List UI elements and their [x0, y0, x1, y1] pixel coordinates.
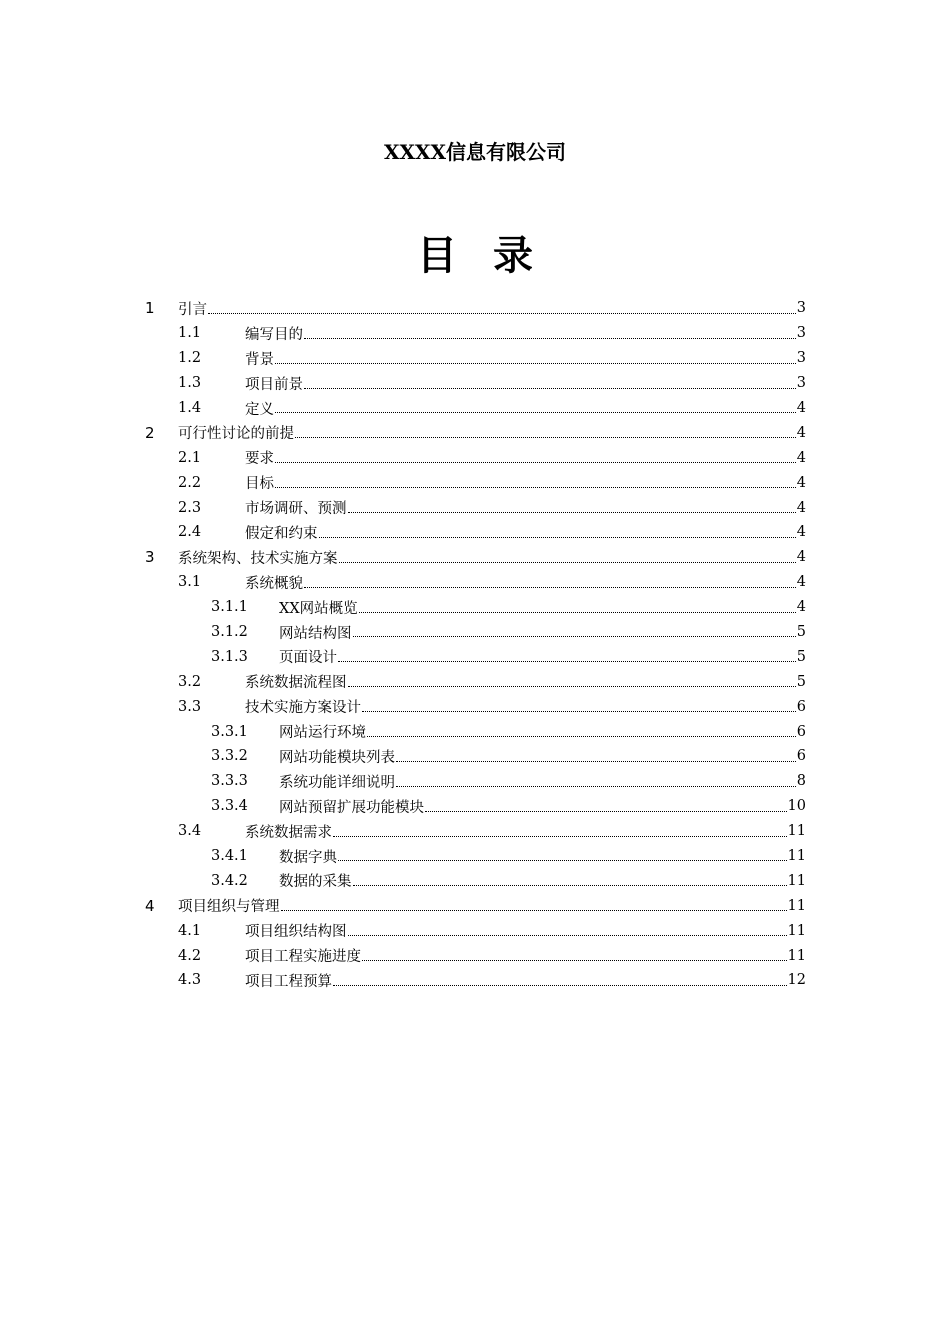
- dot-leader: [353, 884, 787, 886]
- toc-entry-page: 11: [787, 848, 806, 865]
- toc-entry-number: 4: [145, 896, 155, 915]
- toc-entry-title: 网站预留扩展功能模块: [279, 799, 424, 816]
- toc-entry[interactable]: [145, 296, 806, 321]
- toc-entry[interactable]: [145, 620, 806, 645]
- toc-entry[interactable]: [145, 918, 806, 943]
- toc-entry[interactable]: [145, 570, 806, 595]
- toc-entry[interactable]: [145, 470, 806, 495]
- toc-entry-number: 3.3: [178, 698, 202, 715]
- toc-entry-page: 4: [796, 474, 806, 491]
- toc-entry[interactable]: [145, 893, 806, 918]
- toc-entry-title: 要求: [245, 451, 274, 468]
- toc-entry[interactable]: [145, 819, 806, 844]
- dot-leader: [362, 710, 796, 712]
- dot-leader: [304, 337, 796, 339]
- dot-leader: [348, 511, 796, 513]
- toc-entry[interactable]: [145, 769, 806, 794]
- toc-entry[interactable]: [145, 545, 806, 570]
- toc-entry[interactable]: [145, 868, 806, 893]
- toc-title: 目录: [417, 233, 569, 279]
- toc-entry-page: 3: [796, 300, 806, 317]
- dot-leader: [281, 909, 787, 911]
- toc-entry-title: 页面设计: [279, 650, 337, 667]
- toc-entry-title: 网站结构图: [279, 625, 352, 642]
- toc-entry-number: 3.4.2: [211, 872, 248, 889]
- toc-entry-number: 2: [145, 423, 155, 442]
- toc-entry-page: 10: [787, 798, 806, 815]
- toc-entry-number: 2.1: [178, 449, 202, 466]
- toc-entry[interactable]: [145, 794, 806, 819]
- toc-entry[interactable]: [145, 396, 806, 421]
- toc-entry-number: 2.2: [178, 474, 202, 491]
- toc-entry-title: 假定和约束: [245, 525, 318, 542]
- toc-entry-title: 项目工程实施进度: [245, 949, 361, 966]
- toc-entry-title: 编写目的: [245, 326, 303, 343]
- toc-entry-number: 3: [145, 548, 155, 567]
- toc-entry-title: 系统概貌: [245, 575, 303, 592]
- toc-entry-number: 1.2: [178, 350, 202, 367]
- toc-entry-page: 6: [796, 723, 806, 740]
- dot-leader: [338, 859, 787, 861]
- toc-entry-number: 3.1.2: [211, 624, 248, 641]
- toc-entry-title: 引言: [178, 301, 207, 318]
- toc-entry[interactable]: [145, 321, 806, 346]
- dot-leader: [353, 635, 796, 637]
- dot-leader: [319, 536, 796, 538]
- toc-entry-title: 系统数据需求: [245, 824, 332, 841]
- toc-entry[interactable]: [145, 844, 806, 869]
- dot-leader: [333, 835, 787, 837]
- toc-entry-page: 3: [796, 325, 806, 342]
- dot-leader: [275, 362, 796, 364]
- toc-entry-number: 4.3: [178, 972, 202, 989]
- toc-entry-title: 数据字典: [279, 849, 337, 866]
- toc-entry-page: 5: [796, 673, 806, 690]
- toc-entry-title: 系统数据流程图: [245, 675, 347, 692]
- dot-leader: [359, 611, 796, 613]
- dot-leader: [275, 411, 796, 413]
- toc-entry[interactable]: [145, 744, 806, 769]
- dot-leader: [338, 660, 796, 662]
- toc-entry-number: 3.3.1: [211, 723, 248, 740]
- toc-entry-number: 2.3: [178, 499, 202, 516]
- toc-entry-title: 项目工程预算: [245, 973, 332, 990]
- dot-leader: [348, 685, 796, 687]
- toc-entry-title: 项目组织结构图: [245, 924, 347, 941]
- toc-entry-number: 3.1.1: [211, 599, 248, 616]
- toc-entry-title: 项目组织与管理: [178, 899, 280, 916]
- toc-entry-title: 系统架构、技术实施方案: [178, 550, 338, 567]
- toc-entry-page: 5: [796, 648, 806, 665]
- toc-entry[interactable]: [145, 346, 806, 371]
- toc-entry-title: 数据的采集: [279, 874, 352, 891]
- toc-entry-number: 4.1: [178, 922, 202, 939]
- toc-entry-page: 11: [787, 947, 806, 964]
- toc-entry-page: 4: [796, 599, 806, 616]
- toc-entry[interactable]: [145, 943, 806, 968]
- toc-entry-page: 4: [796, 549, 806, 566]
- toc-entry-page: 6: [796, 698, 806, 715]
- toc-entry-title: XX网站概览: [279, 600, 358, 617]
- dot-leader: [304, 387, 796, 389]
- dot-leader: [362, 959, 787, 961]
- toc-entry-title: 目标: [245, 476, 274, 493]
- dot-leader: [275, 461, 796, 463]
- toc-entry-page: 4: [796, 524, 806, 541]
- toc-entry[interactable]: [145, 968, 806, 993]
- toc-entry-page: 4: [796, 400, 806, 416]
- dot-leader: [396, 785, 796, 787]
- toc-entry-number: 3.4: [178, 823, 202, 840]
- toc-entry-page: 4: [796, 574, 806, 591]
- toc-entry-page: 8: [796, 773, 806, 790]
- dot-leader: [304, 586, 796, 588]
- table-of-contents: [145, 296, 806, 993]
- toc-entry[interactable]: [145, 445, 806, 470]
- toc-entry[interactable]: [145, 644, 806, 669]
- toc-entry-title: 背景: [245, 351, 274, 368]
- toc-entry-page: 11: [787, 922, 806, 939]
- toc-entry-title: 技术实施方案设计: [245, 700, 361, 717]
- toc-entry-number: 3.4.1: [211, 848, 248, 865]
- toc-entry-number: 3.1.3: [211, 648, 248, 665]
- toc-entry-page: 5: [796, 624, 806, 641]
- toc-entry[interactable]: [145, 694, 806, 719]
- dot-leader: [367, 735, 796, 737]
- toc-entry-number: 3.3.3: [211, 773, 248, 790]
- toc-entry-page: 6: [796, 748, 806, 765]
- toc-entry-title: 网站运行环境: [279, 725, 366, 742]
- toc-entry-number: 3.1: [178, 574, 202, 591]
- toc-entry-page: 4: [796, 424, 806, 441]
- toc-entry-page: 11: [787, 823, 806, 840]
- toc-entry-number: 1.3: [178, 375, 202, 392]
- toc-entry-page: 3: [796, 375, 806, 392]
- toc-entry-number: 1: [145, 299, 155, 318]
- toc-entry[interactable]: [145, 495, 806, 520]
- toc-entry-title: 可行性讨论的前提: [178, 426, 294, 443]
- toc-entry-title: 项目前景: [245, 376, 303, 393]
- toc-entry-title: 市场调研、预测: [245, 501, 347, 518]
- toc-entry-page: 4: [796, 449, 806, 466]
- dot-leader: [208, 312, 796, 314]
- toc-entry-number: 2.4: [178, 524, 202, 541]
- toc-entry-number: 4.2: [178, 947, 202, 964]
- dot-leader: [425, 810, 787, 812]
- toc-entry-title: 网站功能模块列表: [279, 749, 395, 766]
- dot-leader: [348, 934, 787, 936]
- toc-entry-number: 3.2: [178, 673, 202, 690]
- toc-entry[interactable]: [145, 420, 806, 445]
- toc-entry-page: 3: [796, 350, 806, 367]
- dot-leader: [333, 984, 787, 986]
- dot-leader: [339, 561, 796, 563]
- toc-entry-number: 3.3.4: [211, 798, 248, 815]
- toc-entry[interactable]: [145, 719, 806, 744]
- toc-entry-number: 1.1: [178, 325, 202, 342]
- company-name: XXXX信息有限公司: [383, 140, 567, 164]
- toc-entry[interactable]: [145, 520, 806, 545]
- toc-entry-number: 1.4: [178, 400, 202, 416]
- toc-entry-page: 4: [796, 499, 806, 516]
- toc-entry-page: 11: [787, 872, 806, 889]
- toc-entry[interactable]: [145, 669, 806, 694]
- toc-entry-page: 12: [787, 972, 806, 989]
- dot-leader: [275, 486, 796, 488]
- toc-entry-page: 11: [787, 897, 806, 914]
- toc-entry[interactable]: [145, 371, 806, 396]
- toc-entry[interactable]: [145, 595, 806, 620]
- dot-leader: [396, 760, 796, 762]
- dot-leader: [295, 436, 796, 438]
- toc-entry-title: 定义: [245, 401, 274, 418]
- toc-entry-title: 系统功能详细说明: [279, 774, 395, 791]
- toc-entry-number: 3.3.2: [211, 748, 248, 765]
